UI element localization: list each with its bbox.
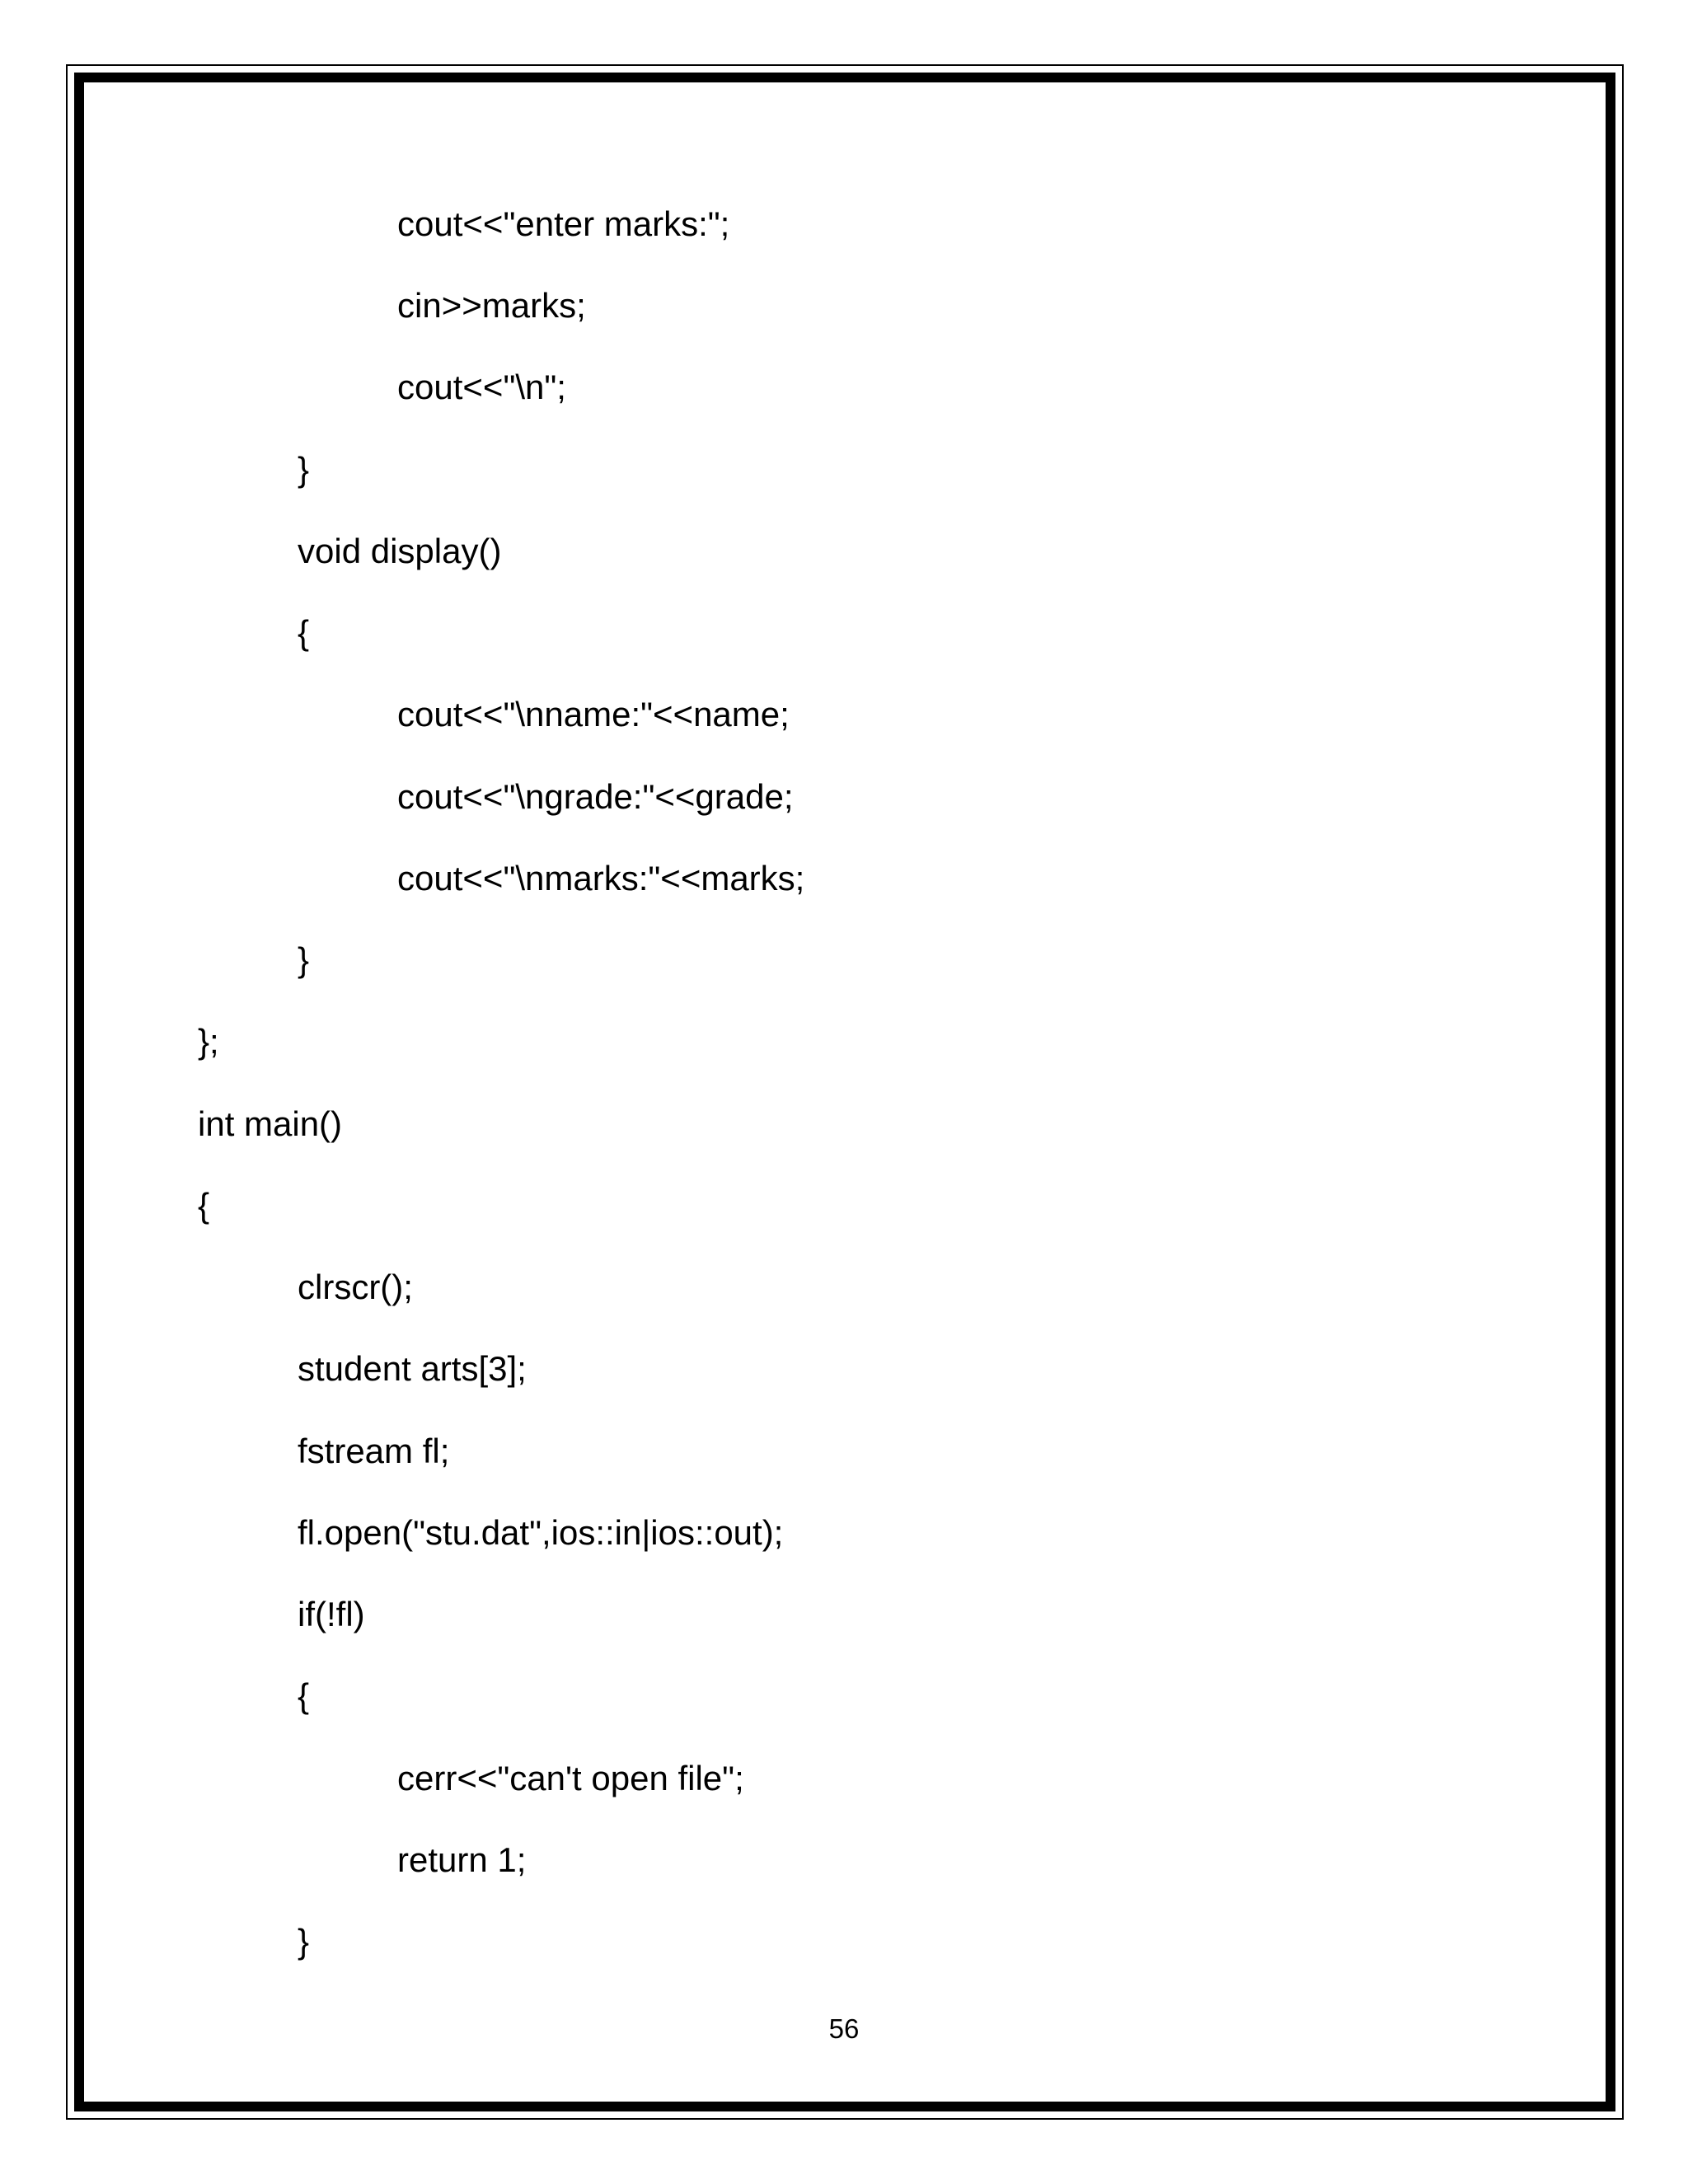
code-line: int main()	[198, 1104, 343, 1143]
code-line: }	[298, 940, 310, 979]
code-line: if(!fl)	[298, 1595, 365, 1633]
code-line: cout<<"\nmarks:"<<marks;	[397, 859, 805, 898]
code-line: cin>>marks;	[397, 286, 586, 325]
code-line: return 1;	[397, 1840, 527, 1879]
code-line: cout<<"enter marks:";	[397, 204, 730, 243]
code-line: {	[298, 613, 310, 652]
page-number: 56	[828, 2013, 860, 2044]
code-line: cerr<<"can't open file";	[397, 1759, 744, 1797]
code-line: fstream fl;	[298, 1432, 450, 1470]
page-border-inner	[74, 73, 1615, 2111]
code-line: void display()	[298, 532, 502, 570]
code-line: {	[298, 1676, 310, 1715]
code-line: };	[198, 1022, 219, 1061]
code-line: cout<<"\n";	[397, 368, 566, 406]
code-line: {	[198, 1186, 210, 1225]
code-line: }	[298, 450, 310, 489]
code-line: cout<<"\ngrade:"<<grade;	[397, 777, 794, 816]
code-line: fl.open("stu.dat",ios::in|ios::out);	[298, 1513, 784, 1552]
code-line: student arts[3];	[298, 1349, 527, 1388]
code-line: cout<<"\nname:"<<name;	[397, 695, 790, 733]
code-line: }	[298, 1922, 310, 1961]
code-line: clrscr();	[298, 1268, 413, 1306]
